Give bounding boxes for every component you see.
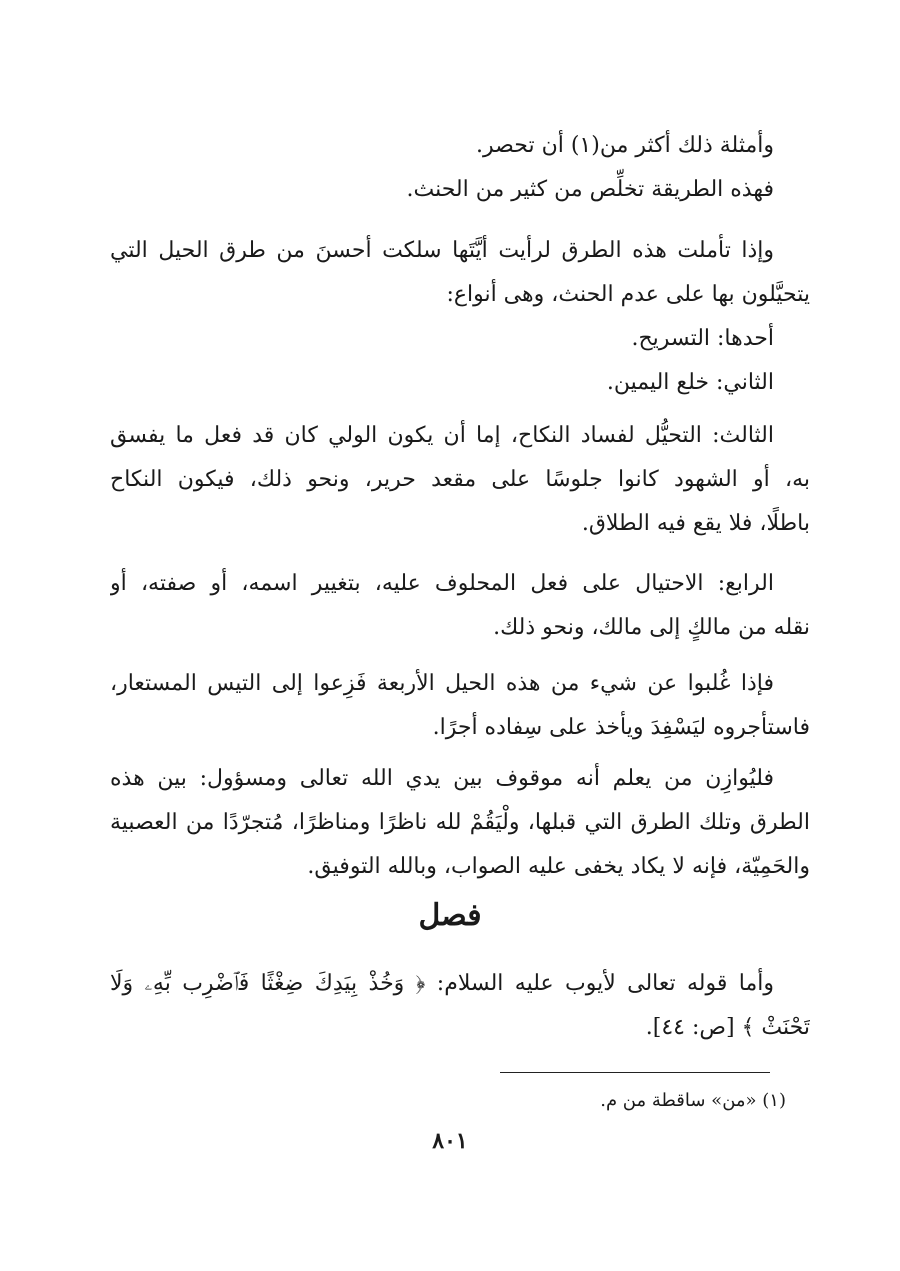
paragraph-1 [110, 124, 810, 212]
text-line: أحدها: التسريح. [631, 326, 774, 351]
text-line: وأمثلة ذلك أكثر من(١) أن تحصر. [476, 133, 774, 158]
paragraph-5 [110, 662, 810, 750]
text-line: فإذا غُلبوا عن شيء من هذه الحيل الأربعة فَزِعوا إلى التيس المستعار، [110, 671, 774, 696]
text-line: فليُوازِن من يعلم أنه موقوف بين يدي الله تعالى ومسؤول: بين هذه [110, 766, 774, 791]
text-line: فاستأجروه ليَسْفِدَ ويأخذ على سِفاده أجرًا. [432, 715, 810, 740]
section-title: فصل [418, 898, 482, 933]
text-line: تَحْنَثْ ﴾ [ص: ٤٤]. [645, 1015, 810, 1040]
text-line: يتحيَّلون بها على عدم الحنث، وهى أنواع: [446, 282, 810, 307]
paragraph-3 [110, 414, 810, 546]
page-number: ٨٠١ [432, 1128, 468, 1154]
text-line: والحَمِيّة، فإنه لا يكاد يخفى عليه الصواب، وبالله التوفيق. [307, 854, 810, 879]
paragraph-final [110, 962, 810, 1050]
text-line: نقله من مالكٍ إلى مالك، ونحو ذلك. [493, 615, 810, 640]
paragraph-2 [110, 229, 810, 405]
text-line: وأما قوله تعالى لأيوب عليه السلام: ﴿ وَخُذْ بِيَدِكَ ضِغْثًا فَٱضْرِب بِّهِۦ وَلَا [110, 971, 774, 996]
footnote: (١) «من» ساقطة من م. [600, 1090, 786, 1111]
text-line: باطلًا، فلا يقع فيه الطلاق. [581, 511, 810, 536]
text-line: به، أو الشهود كانوا جلوسًا على مقعد حرير، ونحو ذلك، فيكون النكاح [110, 467, 810, 492]
paragraph-4 [110, 562, 810, 650]
text-line: الثاني: خلع اليمين. [606, 370, 774, 395]
text-line: الرابع: الاحتيال على فعل المحلوف عليه، بتغيير اسمه، أو صفته، أو [110, 571, 774, 596]
text-line: الثالث: التحيُّل لفساد النكاح، إما أن يكون الولي كان قد فعل ما يفسق [110, 423, 774, 448]
text-line: وإذا تأملت هذه الطرق لرأيت أيَّتَها سلكت أحسنَ من طرق الحيل التي [110, 238, 774, 263]
paragraph-6 [110, 757, 810, 889]
text-line: فهذه الطريقة تخلِّص من كثير من الحنث. [406, 177, 774, 202]
text-line: الطرق وتلك الطرق التي قبلها، ولْيَقُمْ لله ناظرًا ومناظرًا، مُتجرّدًا من العصبية [110, 810, 810, 835]
footnote-separator [500, 1072, 770, 1073]
